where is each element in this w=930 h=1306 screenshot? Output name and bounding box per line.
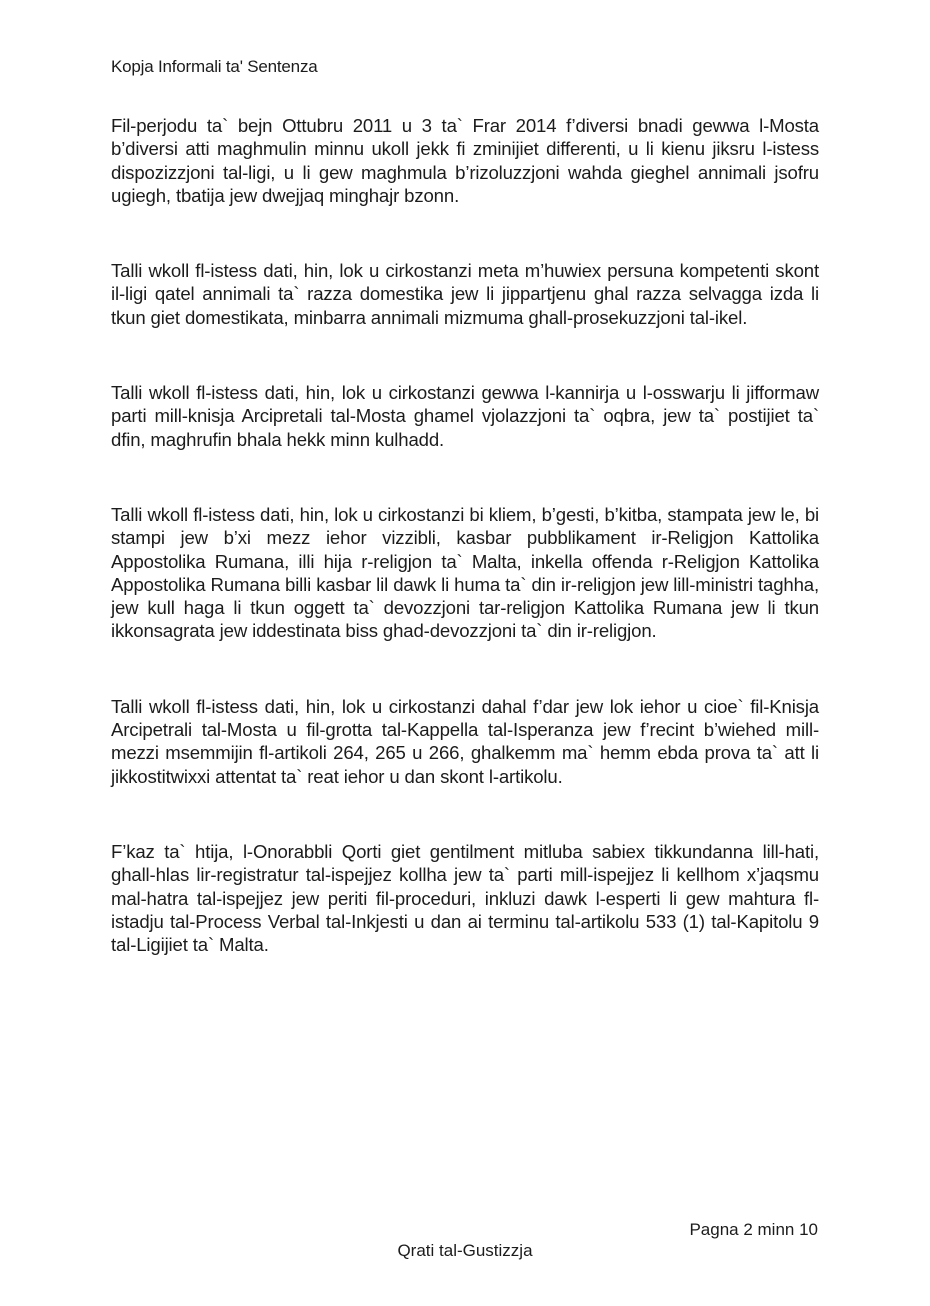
document-footer: Qrati tal-Gustizzja xyxy=(397,1241,533,1260)
paragraph-costs-request: F’kaz ta` htija, l-Onorabbli Qorti giet gentilment mitluba sabiex tikkundanna lill-hati, ghall-hlas lir-registratur tal-ispejjez kollha jew ta` parti mill-ispejjez li kellhom x’jaqsmu mal-hatra tal-ispejjez jew periti fil-proceduri, inkluzi dawk l-esperti li gew mahtura fl-istadju tal-Process Verbal tal-Inkjesti u dan ai terminu tal-artikolu 533 (1) tal-Kapitolu 9 tal-Ligijiet ta` Malta. xyxy=(111,840,819,956)
paragraph-charge-1: Fil-perjodu ta` bejn Ottubru 2011 u 3 ta` Frar 2014 f’diversi bnadi gewwa l-Mosta b’diversi atti maghmulin minnu ukoll jekk fi zminijiet differenti, u li kienu jiksru l-istess dispozizzjoni tal-ligi, u li gew maghmula b’rizoluzzjoni wahda gieghel annimali jsofru ugiegh, tbatija jew dwejjaq minghajr bzonn. xyxy=(111,115,819,206)
document-body xyxy=(111,114,819,1008)
paragraph-charge-4: Talli wkoll fl-istess dati, hin, lok u cirkostanzi bi kliem, b’gesti, b’kitba, stampata jew le, bi stampi jew b’xi mezz iehor vizzibli, kasbar pubblikament ir-Religjon Kattolika Appostolika Rumana, illi hija r-religjon ta` Malta, inkella offenda r-Religjon Kattolika Appostolika Rumana billi kasbar lil dawk li huma ta` din ir-religjon jew lill-ministri taghha, jew kull haga li tkun oggett ta` devozzjoni tar-religjon Kattolika Rumana jew li tkun ikkonsagrata jew iddestinata biss ghad-devozzjoni ta` din ir-religjon. xyxy=(111,503,819,642)
paragraph-charge-3: Talli wkoll fl-istess dati, hin, lok u cirkostanzi gewwa l-kannirja u l-osswarju li jifformaw parti mill-knisja Arcipretali tal-Mosta ghamel vjolazzjoni ta` oqbra, jew ta` postijiet ta` dfin, maghrufin bhala hekk minn kulhadd. xyxy=(111,382,819,450)
paragraph-charge-2: Talli wkoll fl-istess dati, hin, lok u cirkostanzi meta m’huwiex persuna kompetenti skont il-ligi qatel annimali ta` razza domestika jew li jippartjenu ghal razza selvagga izda li tkun giet domestikata, minbarra annimali mizmuma ghall-prosekuzzjoni tal-ikel. xyxy=(111,260,819,328)
paragraph-charge-5: Talli wkoll fl-istess dati, hin, lok u cirkostanzi dahal f’dar jew lok iehor u cioe` fil-Knisja Arcipetrali tal-Mosta u fil-grotta tal-Kappella tal-Isperanza jew f’recint b’wiehed mill-mezzi msemmijin fl-artikoli 264, 265 u 266, ghalkemm ma` hemm ebda prova ta` att li jikkostitwixxi attentat ta` reat iehor u dan skont l-artikolu. xyxy=(111,695,819,787)
page-number: Pagna 2 minn 10 xyxy=(689,1220,818,1239)
document-header: Kopja Informali ta' Sentenza xyxy=(111,57,318,76)
